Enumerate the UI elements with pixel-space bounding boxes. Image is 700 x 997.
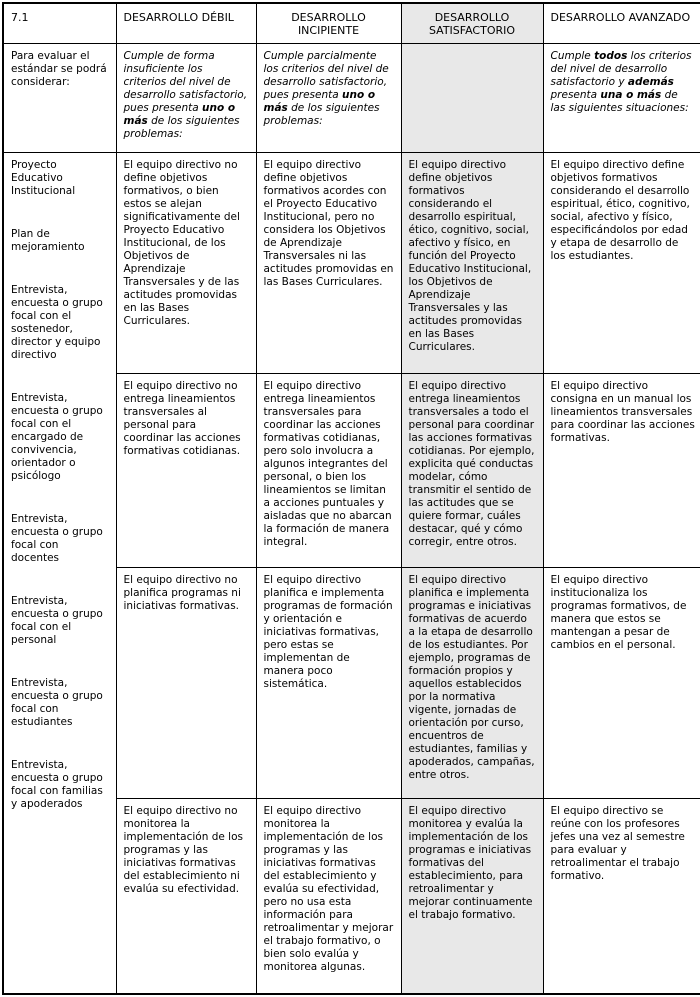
header-desarrollo-avanzado: DESARROLLO AVANZADO xyxy=(543,3,700,44)
criteria-debil: Cumple de forma insuficiente los criterios del nivel de desarrollo satisfactorio, pues presenta uno o más de los siguientes problemas: xyxy=(116,44,256,152)
evidence-sources-cell xyxy=(3,152,116,994)
evidence-item: Plan de mejoramiento xyxy=(11,227,85,253)
cell-debil-monitoreo: El equipo directivo no monitorea la implementación de los programas y las iniciativas formativas del establecimiento ni evalúa su efectividad. xyxy=(116,798,256,994)
cell-satisfactorio-monitoreo: El equipo directivo monitorea y evalúa la implementación de los programas e iniciativas formativas del establecimiento, para retroalimentar y mejorar continuamente el trabajo formativo. xyxy=(401,798,543,994)
evidence-item: Entrevista, encuesta o grupo focal con el encargado de convivencia, orientador o psicólogo xyxy=(11,391,103,482)
standard-7-1-rubric-table xyxy=(2,2,700,995)
evidence-item: Proyecto Educativo Institucional xyxy=(11,158,76,197)
cell-debil-lineamientos: El equipo directivo no entrega lineamientos transversales al personal para coordinar las acciones formativas cotidianas. xyxy=(116,373,256,567)
criteria-incipiente: Cumple parcialmente los criterios del nivel de desarrollo satisfactorio, pues presenta uno o más de los siguientes problemas: xyxy=(256,44,401,152)
header-desarrollo-incipiente: DESARROLLO INCIPIENTE xyxy=(256,3,401,44)
cell-avanzado-objetivos: El equipo directivo define objetivos formativos considerando el desarrollo espiritual, ético, cognitivo, social, afectivo y físico, especificándolos por edad y etapa de desarrollo de los estudiantes. xyxy=(543,152,700,373)
evidence-item: Entrevista, encuesta o grupo focal con familias y apoderados xyxy=(11,758,103,810)
cell-satisfactorio-objetivos: El equipo directivo define objetivos formativos considerando el desarrollo espiritual, ético, cognitivo, social, afectivo y físico, en función del Proyecto Educativo Institucional, los Objetivos de Aprendizaje Transversales y las actitudes promovidas en las Bases Curriculares. xyxy=(401,152,543,373)
evidence-item: Entrevista, encuesta o grupo focal con el personal xyxy=(11,594,103,646)
cell-incipiente-programas: El equipo directivo planifica e implementa programas de formación y orientación e iniciativas formativas, pero estas se implementan de manera poco sistemática. xyxy=(256,567,401,798)
evidence-item: Entrevista, encuesta o grupo focal con estudiantes xyxy=(11,676,103,728)
cell-avanzado-lineamientos: El equipo directivo consigna en un manual los lineamientos transversales para coordinar las acciones formativas. xyxy=(543,373,700,567)
cell-debil-programas: El equipo directivo no planifica programas ni iniciativas formativas. xyxy=(116,567,256,798)
cell-avanzado-monitoreo: El equipo directivo se reúne con los profesores jefes una vez al semestre para evaluar y retroalimentar el trabajo formativo. xyxy=(543,798,700,994)
cell-incipiente-lineamientos: El equipo directivo entrega lineamientos transversales para coordinar las acciones formativas cotidianas, pero solo involucra a algunos integrantes del personal, o bien los lineamientos se limitan a acciones puntuales y aisladas que no abarcan la formación de manera integral. xyxy=(256,373,401,567)
criteria-satisfactorio-empty xyxy=(401,44,543,152)
cell-debil-objetivos: El equipo directivo no define objetivos formativos, o bien estos se alejan significativamente del Proyecto Educativo Institucional, de los Objetivos de Aprendizaje Transversales y de las actitudes promovidas en las Bases Curriculares. xyxy=(116,152,256,373)
criteria-avanzado: Cumple todos los criterios del nivel de desarrollo satisfactorio y además presenta una o más de las siguientes situaciones: xyxy=(543,44,700,152)
evaluation-intro: Para evaluar el estándar se podrá considerar: xyxy=(3,44,116,152)
header-desarrollo-debil: DESARROLLO DÉBIL xyxy=(116,3,256,44)
content-row-objetivos xyxy=(3,152,700,373)
header-row xyxy=(3,3,700,44)
cell-satisfactorio-programas: El equipo directivo planifica e implementa programas e iniciativas formativas de acuerdo a la etapa de desarrollo de los estudiantes. Por ejemplo, programas de formación propios y aquellos establecidos por la normativa vigente, jornadas de orientación por curso, encuentros de estudiantes, familias y apoderados, campañas, entre otros. xyxy=(401,567,543,798)
cell-incipiente-monitoreo: El equipo directivo monitorea la implementación de los programas y las iniciativas formativas del establecimiento y evalúa su efectividad, pero no usa esta información para retroalimentar y mejorar el trabajo formativo, o bien solo evalúa y monitorea algunas. xyxy=(256,798,401,994)
cell-satisfactorio-lineamientos: El equipo directivo entrega lineamientos transversales a todo el personal para coordinar las acciones formativas cotidianas. Por ejemplo, explicita qué conductas modelar, cómo transmitir el sentido de las actitudes que se quiere formar, cuáles destacar, qué y cómo corregir, entre otros. xyxy=(401,373,543,567)
cell-incipiente-objetivos: El equipo directivo define objetivos formativos acordes con el Proyecto Educativo Institucional, pero no considera los Objetivos de Aprendizaje Transversales ni las actitudes promovidas en las Bases Curriculares. xyxy=(256,152,401,373)
evidence-item: Entrevista, encuesta o grupo focal con docentes xyxy=(11,512,103,564)
criteria-row xyxy=(3,44,700,152)
header-desarrollo-satisfactorio: DESARROLLO SATISFACTORIO xyxy=(401,3,543,44)
cell-avanzado-programas: El equipo directivo institucionaliza los programas formativos, de manera que estos se mantengan a pesar de cambios en el personal. xyxy=(543,567,700,798)
standard-number: 7.1 xyxy=(3,3,116,44)
evidence-item: Entrevista, encuesta o grupo focal con el sostenedor, director y equipo directivo xyxy=(11,283,103,361)
